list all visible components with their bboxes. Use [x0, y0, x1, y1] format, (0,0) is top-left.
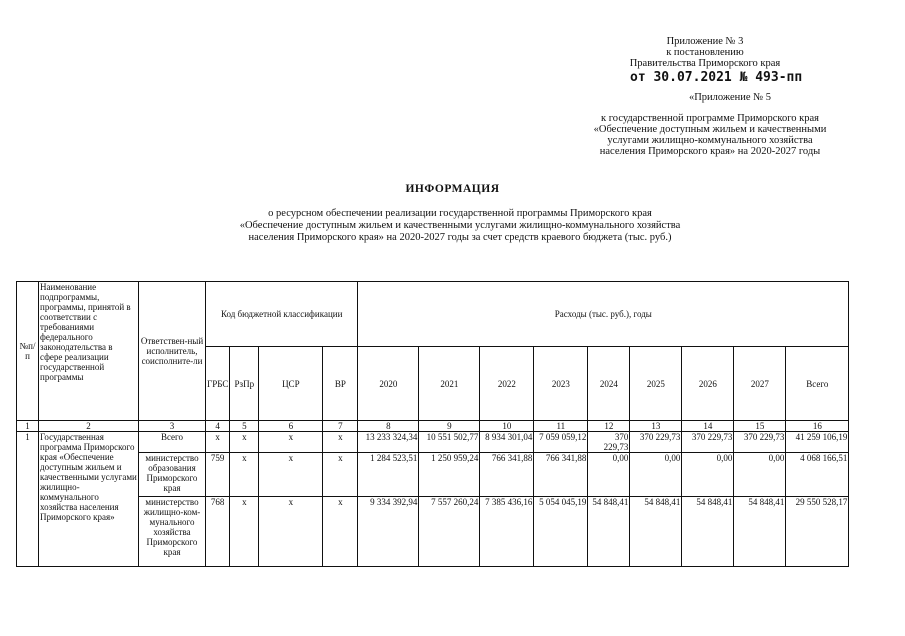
value-cell: 370 229,73 — [682, 432, 734, 453]
header-num: №п/п — [17, 282, 39, 421]
value-cell: 54 848,41 — [630, 497, 682, 567]
column-number: 11 — [534, 421, 588, 432]
value-cell: 0,00 — [734, 453, 786, 497]
subtitle-line-2: «Обеспечение доступным жильем и качественными услугами жилищно-коммунального хозяйства — [239, 220, 681, 231]
reference-line-2: «Обеспечение доступным жильем и качественными — [593, 124, 827, 135]
column-number: 1 — [17, 421, 39, 432]
resource-table — [16, 281, 849, 567]
decree-date-stamp: от 30.07.2021 № 493-пп — [630, 70, 803, 85]
column-number: 15 — [734, 421, 786, 432]
header-year: 2026 — [682, 347, 734, 421]
value-cell: 370 229,73 — [734, 432, 786, 453]
value-cell: 54 848,41 — [734, 497, 786, 567]
reference-line-3: услугами жилищно-коммунального хозяйства — [607, 135, 813, 146]
value-cell: 10 551 502,77 — [419, 432, 480, 453]
value-cell: 370 229,73 — [588, 432, 630, 453]
header-line-government: Правительства Приморского края — [629, 58, 781, 69]
appendix-5-label: «Приложение № 5 — [688, 92, 772, 103]
column-number: 14 — [682, 421, 734, 432]
column-number: 13 — [630, 421, 682, 432]
table-row — [17, 432, 849, 453]
column-number: 2 — [39, 421, 139, 432]
table-row — [17, 453, 849, 497]
responsible-cell: министерство жилищно-ком-мунального хозяйства Приморского края — [139, 497, 206, 567]
value-cell: 54 848,41 — [682, 497, 734, 567]
value-cell: 7 385 436,16 — [480, 497, 534, 567]
header-line-decree: к постановлению — [666, 47, 744, 58]
program-reference — [545, 113, 875, 157]
column-number: 5 — [230, 421, 259, 432]
total-cell: 29 550 528,17 — [786, 497, 849, 567]
column-number: 7 — [323, 421, 358, 432]
column-number: 8 — [358, 421, 419, 432]
header-line-appendix-3: Приложение № 3 — [666, 36, 744, 47]
subtitle-line-3: населения Приморского края» на 2020-2027 годы за счет средств краевого бюджета (тыс. руб.) — [248, 232, 672, 243]
table-row — [17, 497, 849, 567]
rzpr-cell: х — [230, 432, 259, 453]
program-name: Государственная программа Приморского края «Обеспечение доступным жильем и качественными услугами жилищно-коммунального хозяйства населения Приморского края» — [39, 432, 139, 567]
value-cell: 8 934 301,04 — [480, 432, 534, 453]
reference-line-1: к государственной программе Приморского края — [601, 113, 819, 124]
header-total: Всего — [786, 347, 849, 421]
header-year: 2020 — [358, 347, 419, 421]
header-year: 2024 — [588, 347, 630, 421]
vr-cell: х — [323, 432, 358, 453]
column-number: 16 — [786, 421, 849, 432]
document-title: ИНФОРМАЦИЯ — [405, 183, 500, 195]
grbs-cell: х — [206, 432, 230, 453]
value-cell: 0,00 — [682, 453, 734, 497]
total-cell: 41 259 106,19 — [786, 432, 849, 453]
rzpr-cell: х — [230, 497, 259, 567]
rzpr-cell: х — [230, 453, 259, 497]
column-number: 9 — [419, 421, 480, 432]
vr-cell: х — [323, 453, 358, 497]
value-cell: 7 557 260,24 — [419, 497, 480, 567]
csr-cell: х — [259, 453, 323, 497]
grbs-cell: 759 — [206, 453, 230, 497]
value-cell: 54 848,41 — [588, 497, 630, 567]
column-number: 3 — [139, 421, 206, 432]
csr-cell: х — [259, 497, 323, 567]
header-budget-code: Код бюджетной классификации — [206, 282, 358, 347]
decree-header — [560, 36, 850, 69]
value-cell: 9 334 392,94 — [358, 497, 419, 567]
value-cell: 0,00 — [588, 453, 630, 497]
header-responsible: Ответствен-ный исполнитель, соисполните-ли — [139, 282, 206, 421]
column-number: 4 — [206, 421, 230, 432]
column-number-row — [17, 421, 849, 432]
column-number: 6 — [259, 421, 323, 432]
value-cell: 766 341,88 — [534, 453, 588, 497]
header-year: 2023 — [534, 347, 588, 421]
value-cell: 5 054 045,19 — [534, 497, 588, 567]
value-cell: 766 341,88 — [480, 453, 534, 497]
header-name: Наименование подпрограммы, программы, принятой в соответствии с требованиями федерального законодательства в сфере реализации государственной программы — [39, 282, 139, 421]
value-cell: 0,00 — [630, 453, 682, 497]
header-year: 2025 — [630, 347, 682, 421]
column-number: 12 — [588, 421, 630, 432]
value-cell: 1 284 523,51 — [358, 453, 419, 497]
header-year: 2022 — [480, 347, 534, 421]
header-vr: ВР — [323, 347, 358, 421]
reference-line-4: населения Приморского края» на 2020-2027 годы — [599, 146, 821, 157]
value-cell: 1 250 959,24 — [419, 453, 480, 497]
header-csr: ЦСР — [259, 347, 323, 421]
header-year: 2027 — [734, 347, 786, 421]
header-year: 2021 — [419, 347, 480, 421]
total-cell: 4 068 166,51 — [786, 453, 849, 497]
subtitle-line-1: о ресурсном обеспечении реализации государственной программы Приморского края — [268, 208, 652, 219]
responsible-cell: Всего — [139, 432, 206, 453]
value-cell: 370 229,73 — [630, 432, 682, 453]
value-cell: 13 233 324,34 — [358, 432, 419, 453]
csr-cell: х — [259, 432, 323, 453]
header-grbs: ГРБС — [206, 347, 230, 421]
column-number: 10 — [480, 421, 534, 432]
header-rzpr: РзПр — [230, 347, 259, 421]
grbs-cell: 768 — [206, 497, 230, 567]
vr-cell: х — [323, 497, 358, 567]
row-number: 1 — [17, 432, 39, 567]
header-expenses: Расходы (тыс. руб.), годы — [358, 282, 849, 347]
document-subtitle — [150, 208, 770, 244]
value-cell: 7 059 059,12 — [534, 432, 588, 453]
responsible-cell: министерство образования Приморского края — [139, 453, 206, 497]
